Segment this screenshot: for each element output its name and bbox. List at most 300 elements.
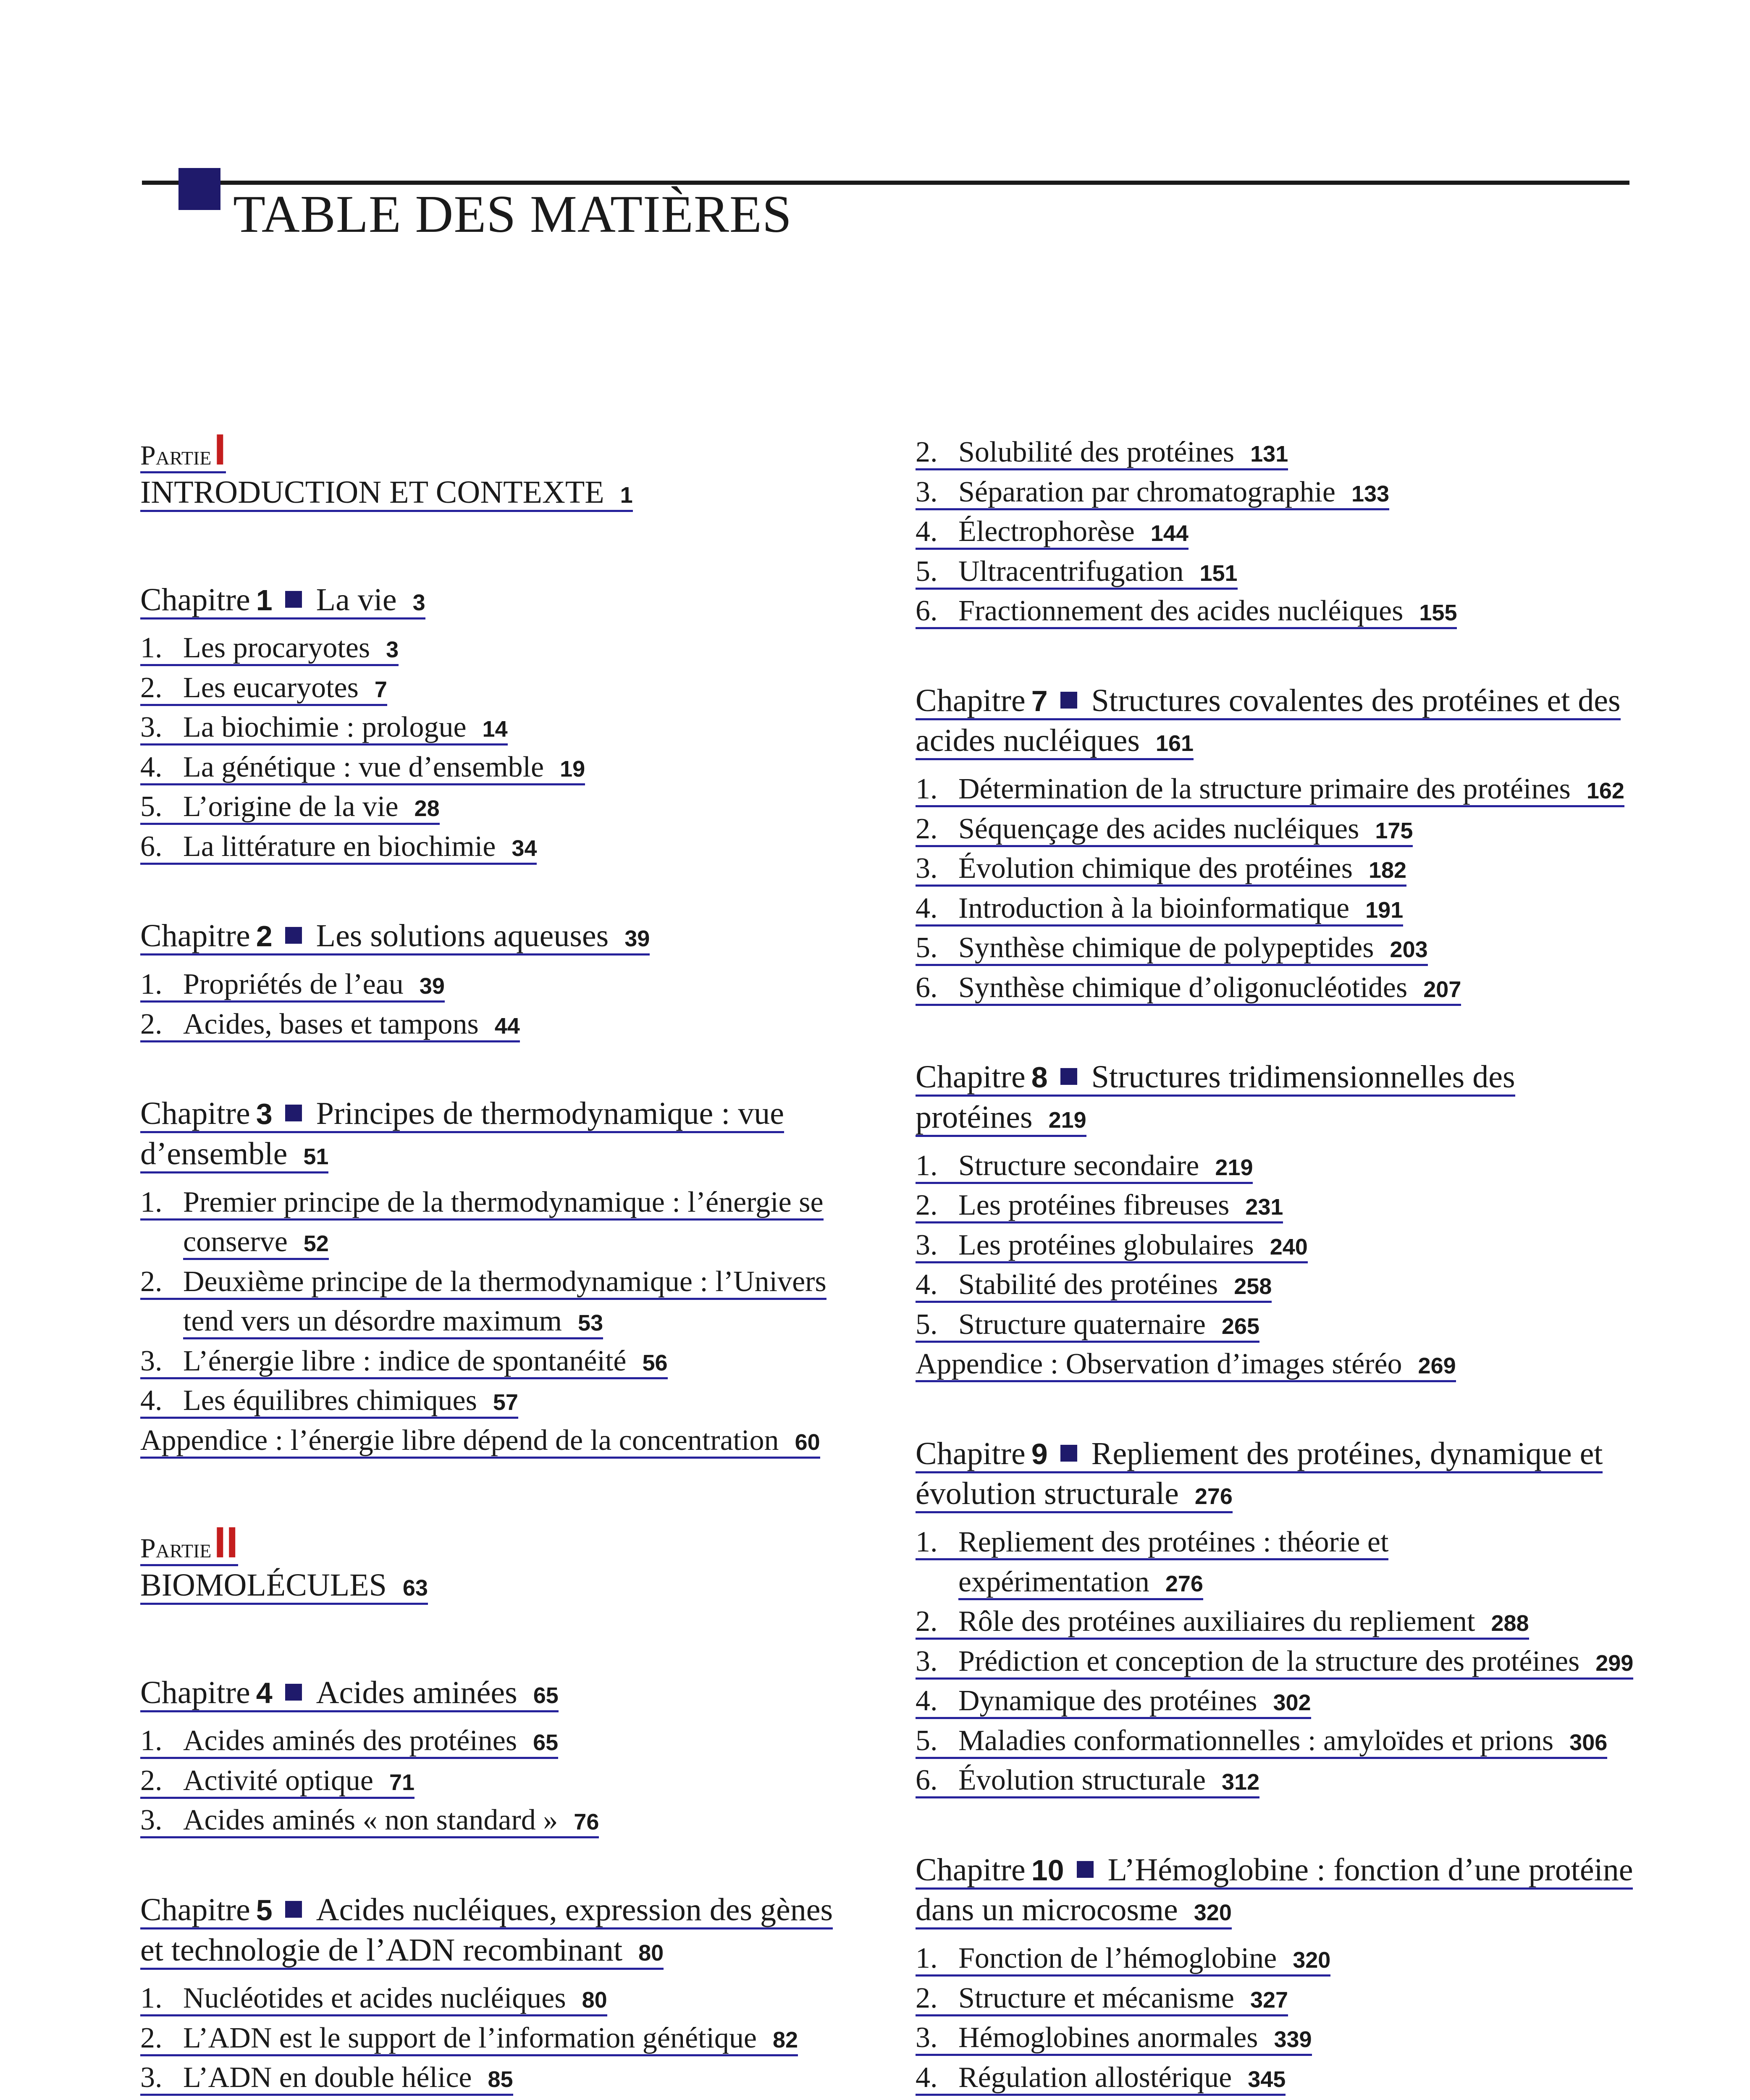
toc-entry — [916, 968, 1638, 1008]
appendix-entry — [140, 1421, 863, 1461]
toc-entry — [140, 748, 863, 788]
page-ref: 53 — [578, 1310, 603, 1336]
entry-title: Les protéines globulaires — [958, 1228, 1254, 1261]
toc-entry-link[interactable] — [140, 711, 508, 746]
chapter-number: 10 — [1031, 1853, 1064, 1887]
entry-title: Électrophorèse — [958, 515, 1135, 548]
entry-title: L’origine de la vie — [183, 790, 399, 823]
toc-entry — [140, 1979, 863, 2019]
entry-index: 3. — [140, 1344, 163, 1377]
toc-entry-link[interactable] — [916, 595, 1457, 629]
entry-title: Introduction à la bioinformatique — [958, 892, 1350, 924]
page-ref: 299 — [1595, 1650, 1634, 1676]
chapter-square-icon — [285, 1684, 302, 1701]
entry-index: 2. — [916, 812, 938, 845]
page-ref: 131 — [1250, 441, 1288, 467]
entry-index: 6. — [916, 971, 938, 1004]
toc-entry-link[interactable] — [916, 1189, 1283, 1223]
entry-title: La génétique : vue d’ensemble — [183, 751, 544, 783]
entry-index: 2. — [140, 1008, 163, 1040]
toc-entry — [916, 1681, 1638, 1721]
toc-entry-link[interactable] — [916, 1942, 1330, 1977]
page-ref: 162 — [1586, 778, 1624, 803]
toc-entry — [916, 928, 1638, 968]
chapter-word: Chapitre — [916, 1436, 1026, 1471]
header-rule — [142, 181, 1629, 185]
part-title-text: BIOMOLÉCULES — [140, 1567, 387, 1603]
section-gap — [916, 1801, 1638, 1850]
section-gap — [140, 1044, 863, 1094]
toc-entry — [916, 769, 1638, 809]
chapter-number: 2 — [256, 920, 273, 953]
entry-title: Premier principe de la thermodynamique : l’énergie se conserve — [183, 1186, 824, 1258]
chapter-number: 3 — [256, 1097, 273, 1131]
toc-entry — [916, 1265, 1638, 1305]
chapter-square-icon — [1060, 1068, 1077, 1085]
toc-entry-link[interactable] — [140, 672, 387, 706]
chapter-square-icon — [1077, 1861, 1094, 1878]
page-ref: 14 — [482, 717, 508, 742]
page-ref: 65 — [533, 1683, 559, 1708]
chapter-word: Chapitre — [140, 582, 250, 617]
entry-title: Rôle des protéines auxiliaires du repliement — [958, 1605, 1475, 1638]
entry-index: 2. — [916, 1982, 938, 2014]
entry-index: 2. — [140, 1764, 163, 1797]
entry-index: 3. — [916, 2021, 938, 2054]
toc-entry-link[interactable] — [916, 1725, 1607, 1759]
toc-entry-link[interactable] — [916, 515, 1189, 550]
page-ref: 265 — [1221, 1313, 1259, 1339]
page-ref: 76 — [574, 1809, 599, 1835]
chapter-heading — [916, 1434, 1638, 1515]
chapter-title: Structures tridimensionnelles des protéines — [916, 1059, 1515, 1135]
entry-index: 5. — [916, 1308, 938, 1341]
page-ref: 133 — [1351, 481, 1390, 507]
toc-entry — [140, 1761, 863, 1801]
entry-title: Nucléotides et acides nucléiques — [183, 1982, 566, 2015]
page-ref: 65 — [533, 1730, 559, 1756]
toc-entry-link[interactable] — [916, 1645, 1633, 1680]
entry-title: Synthèse chimique de polypeptides — [958, 932, 1374, 964]
entry-index: 2. — [916, 1189, 938, 1221]
toc-entry-link[interactable] — [140, 751, 585, 785]
chapter-word: Chapitre — [140, 1675, 250, 1710]
entry-title: Régulation allostérique — [958, 2061, 1232, 2094]
entry-title: Structure quaternaire — [958, 1308, 1206, 1341]
entry-index: 5. — [140, 790, 163, 823]
toc-entry-link[interactable] — [140, 1265, 826, 1340]
entry-title: Séquençage des acides nucléiques — [958, 812, 1359, 845]
entry-title: Acides aminés « non standard » — [183, 1804, 558, 1837]
toc-entry — [916, 1602, 1638, 1642]
chapter-link[interactable] — [916, 1852, 1633, 1930]
toc-entry-link[interactable] — [140, 830, 537, 865]
entry-index: 4. — [916, 2061, 938, 2094]
page-ref: 39 — [624, 926, 650, 952]
part-title-link[interactable] — [140, 475, 633, 512]
chapter-word: Chapitre — [140, 1892, 250, 1927]
entry-title: Hémoglobines anormales — [958, 2021, 1258, 2054]
entry-index: 4. — [916, 1685, 938, 1717]
page-ref: 231 — [1245, 1194, 1283, 1220]
chapter-number: 5 — [256, 1893, 273, 1927]
entry-index: 4. — [140, 1384, 163, 1417]
chapter-heading — [140, 1673, 863, 1713]
toc-entry — [140, 1721, 863, 1761]
entry-index — [140, 2098, 183, 2100]
entry-title: Maladies conformationnelles : amyloïdes et prions — [958, 1724, 1554, 1757]
toc-entry — [916, 433, 1638, 472]
page-title: TABLE DES MATIÈRES — [233, 185, 792, 244]
entry-index: 1. — [916, 1149, 938, 1182]
toc-entry — [916, 1979, 1638, 2019]
toc-entry-link[interactable] — [916, 476, 1389, 510]
page-ref: 82 — [773, 2027, 798, 2053]
toc-entry — [916, 1186, 1638, 1226]
toc-entry-link[interactable] — [140, 1384, 518, 1419]
entry-title: Fonction de l’hémoglobine — [958, 1942, 1277, 1974]
chapter-square-icon — [285, 927, 302, 944]
page-ref: 312 — [1222, 1769, 1260, 1795]
chapter-word: Chapitre — [140, 918, 250, 954]
toc-entry-link[interactable] — [140, 1186, 824, 1260]
toc-entry — [140, 708, 863, 748]
header-square-icon — [178, 168, 220, 210]
entry-title: La biochimie : prologue — [183, 711, 467, 744]
toc-entry — [916, 1761, 1638, 1801]
chapter-title: Acides nucléiques, expression des gènes et technologie de l’ADN recombinant — [140, 1892, 833, 1968]
section-gap — [916, 1008, 1638, 1057]
page-ref: 44 — [494, 1013, 520, 1039]
toc-entry — [140, 2098, 863, 2100]
page-ref: 80 — [582, 1987, 607, 2013]
toc-entry — [916, 1721, 1638, 1761]
chapter-link[interactable] — [140, 1096, 784, 1173]
page-ref: 182 — [1368, 858, 1407, 883]
toc-entry-link[interactable] — [916, 436, 1288, 470]
part-roman-numeral: I — [214, 425, 226, 474]
page-ref: 240 — [1270, 1234, 1308, 1260]
toc-entry — [140, 1381, 863, 1421]
chapter-word: Chapitre — [916, 682, 1026, 718]
section-gap — [140, 1623, 863, 1673]
entry-index: 1. — [140, 1725, 163, 1757]
toc-entry-link[interactable] — [140, 1804, 599, 1838]
page-ref: 52 — [303, 1231, 329, 1257]
toc-entry — [140, 1005, 863, 1045]
part-title-link[interactable] — [140, 1567, 428, 1605]
toc-entry-link[interactable] — [916, 971, 1461, 1006]
page-ref: 219 — [1048, 1107, 1086, 1133]
toc-entry-link[interactable] — [916, 1605, 1529, 1640]
toc-entry-link[interactable] — [140, 968, 445, 1003]
entry-title: Structure et mécanisme — [958, 1982, 1234, 2014]
toc-entry-link[interactable] — [140, 1345, 668, 1379]
toc-entry-link[interactable] — [916, 892, 1403, 927]
chapter-heading — [916, 681, 1638, 761]
entry-title: Fractionnement des acides nucléiques — [958, 595, 1404, 627]
page-ref: 71 — [389, 1769, 415, 1795]
page-ref: 151 — [1199, 560, 1238, 586]
toc-entry-link[interactable] — [140, 1008, 520, 1042]
entry-index: 6. — [140, 830, 163, 863]
toc-entry — [916, 2058, 1638, 2098]
entry-title: La littérature en biochimie — [183, 830, 496, 863]
page-ref: 3 — [412, 590, 425, 615]
appendix-link[interactable] — [140, 1424, 820, 1459]
toc-entry — [140, 1262, 863, 1341]
toc-entry — [916, 1522, 1638, 1602]
page-ref: 7 — [374, 677, 387, 702]
page-ref: 161 — [1155, 731, 1194, 756]
entry-title: L’énergie libre : indice de spontanéité — [183, 1344, 627, 1377]
chapter-link[interactable] — [140, 918, 650, 956]
entry-index: 1. — [916, 1942, 938, 1974]
page-ref: 269 — [1418, 1353, 1456, 1378]
entry-index: 2. — [916, 436, 938, 468]
chapter-heading — [140, 580, 863, 620]
chapter-square-icon — [1060, 1445, 1077, 1462]
toc-entry-link[interactable] — [916, 773, 1624, 807]
entry-index: 1. — [916, 773, 938, 805]
part-label — [140, 425, 226, 474]
toc-entry — [140, 668, 863, 708]
section-gap — [140, 866, 863, 916]
toc-entry-link[interactable] — [140, 1725, 558, 1759]
entry-index: 1. — [140, 632, 163, 664]
chapter-number: 1 — [256, 583, 273, 617]
chapter-heading — [916, 1057, 1638, 1138]
page-ref: 39 — [419, 974, 445, 999]
toc-entry — [916, 591, 1638, 631]
entry-title: Les procaryotes — [183, 632, 370, 664]
page-ref: 302 — [1273, 1690, 1311, 1715]
toc-entry — [140, 2019, 863, 2058]
toc-entry — [916, 1642, 1638, 1682]
part-title-text: INTRODUCTION ET CONTEXTE — [140, 475, 604, 510]
chapter-square-icon — [285, 1105, 302, 1121]
section-gap — [140, 530, 863, 580]
page-ref: 144 — [1150, 521, 1189, 546]
appendix-link[interactable] — [916, 1348, 1456, 1382]
chapter-word: Chapitre — [140, 1096, 250, 1131]
chapter-square-icon — [285, 591, 302, 608]
appendix-title: Appendice : l’énergie libre dépend de la concentration — [140, 1424, 779, 1457]
chapter-heading — [140, 1890, 863, 1971]
entry-index: 3. — [916, 1228, 938, 1261]
toc-entry-link[interactable] — [916, 1268, 1272, 1303]
chapter-title: La vie — [316, 582, 397, 617]
page-ref: 60 — [795, 1429, 820, 1455]
toc-entry — [916, 889, 1638, 929]
entry-index: 5. — [916, 932, 938, 964]
entry-title: Les équilibres chimiques — [183, 1384, 477, 1417]
entry-title: Prédiction et conception de la structure des protéines — [958, 1645, 1580, 1677]
entry-title: Les protéines fibreuses — [958, 1189, 1230, 1221]
part-heading — [140, 1518, 863, 1603]
toc-right-column — [916, 433, 1638, 2100]
entry-title: Deuxième principe de la thermodynamique : l’Univers tend vers un désordre maximum — [183, 1265, 826, 1338]
chapter-link[interactable] — [140, 1675, 559, 1712]
page-ref: 63 — [402, 1575, 428, 1601]
toc-entry-link[interactable] — [140, 1982, 607, 2016]
entry-title: Propriétés de l’eau — [183, 968, 404, 1001]
toc-entry — [916, 1939, 1638, 1979]
page-ref: 56 — [642, 1350, 668, 1376]
chapter-number: 7 — [1031, 684, 1048, 717]
toc-entry — [916, 849, 1638, 889]
toc-entry — [140, 965, 863, 1005]
section-gap — [916, 631, 1638, 681]
entry-title: Acides, bases et tampons — [183, 1008, 479, 1040]
entry-title: Structure secondaire — [958, 1149, 1199, 1182]
entry-index: 3. — [140, 1804, 163, 1837]
toc-entry-link[interactable] — [916, 555, 1238, 590]
entry-index: 5. — [916, 1724, 938, 1757]
toc-entry-link[interactable] — [140, 2061, 513, 2096]
toc-entry — [916, 472, 1638, 512]
toc-entry-link[interactable] — [916, 2061, 1286, 2096]
toc-entry — [916, 512, 1638, 552]
toc-entry — [140, 787, 863, 827]
toc-entry — [140, 628, 863, 668]
page-ref: 57 — [493, 1390, 518, 1415]
chapter-link[interactable] — [916, 1436, 1603, 1514]
entry-title: Dynamique des protéines — [958, 1685, 1257, 1717]
section-gap — [140, 1460, 863, 1525]
chapter-square-icon — [285, 1901, 302, 1918]
toc-entry-link[interactable] — [140, 790, 440, 825]
part-label-text: Partie — [140, 1533, 212, 1564]
entry-title: Activité optique — [183, 1764, 373, 1797]
chapter-heading — [140, 916, 863, 956]
toc-entry — [140, 1341, 863, 1381]
entry-title: Repliement des protéines : théorie et expérimentation — [958, 1526, 1389, 1598]
toc-entry — [140, 827, 863, 867]
chapter-square-icon — [1060, 692, 1077, 709]
chapter-link[interactable] — [140, 582, 425, 620]
entry-title: Ultracentrifugation — [958, 555, 1184, 588]
toc-entry — [916, 809, 1638, 849]
entry-index: 1. — [140, 1982, 163, 2015]
entry-index: 2. — [140, 1265, 163, 1298]
entry-index: 5. — [916, 555, 938, 588]
toc-entry-link[interactable] — [916, 1764, 1259, 1798]
part-label-text: Partie — [140, 440, 212, 471]
page-ref: 175 — [1375, 818, 1413, 843]
entry-index: 6. — [916, 595, 938, 627]
page-ref: 320 — [1194, 1900, 1232, 1926]
toc-entry-link[interactable] — [140, 2022, 798, 2056]
toc-entry-link[interactable] — [916, 932, 1428, 966]
entry-title: Séparation par chromatographie — [958, 475, 1335, 508]
entry-index: 4. — [916, 892, 938, 924]
chapter-heading — [140, 1094, 863, 1174]
chapter-title: Structures covalentes des protéines et des acides nucléiques — [916, 682, 1621, 759]
toc-entry-link[interactable] — [140, 1764, 415, 1799]
entry-title: Stabilité des protéines — [958, 1268, 1218, 1301]
chapter-number: 9 — [1031, 1437, 1048, 1470]
page-ref: 306 — [1569, 1730, 1608, 1755]
chapter-link[interactable] — [916, 1059, 1515, 1137]
page-ref: 207 — [1423, 976, 1461, 1002]
toc-entry-link[interactable] — [916, 1308, 1259, 1343]
chapter-link[interactable] — [916, 683, 1621, 761]
appendix-entry — [916, 1344, 1638, 1384]
appendix-entry — [916, 2097, 1638, 2100]
page-ref: 34 — [512, 835, 537, 861]
entry-index: 1. — [916, 1526, 938, 1558]
entry-title: Les eucaryotes — [183, 671, 359, 704]
page-ref: 85 — [488, 2067, 513, 2092]
toc-entry — [916, 1226, 1638, 1265]
page-ref: 80 — [638, 1940, 664, 1966]
toc-entry-link[interactable] — [140, 632, 399, 666]
entry-index: 2. — [140, 671, 163, 704]
entry-index: 4. — [916, 1268, 938, 1301]
page-ref: 258 — [1234, 1274, 1272, 1299]
page-ref: 155 — [1419, 600, 1457, 625]
entry-index: 4. — [140, 751, 163, 783]
page-ref: 191 — [1365, 897, 1404, 923]
entry-title: L’ADN est le support de l’information génétique — [183, 2021, 757, 2054]
toc-entry-link[interactable] — [916, 1982, 1288, 2016]
entry-index: 3. — [140, 2061, 163, 2094]
toc-entry-link[interactable] — [916, 1526, 1388, 1600]
page-ref: 219 — [1215, 1155, 1253, 1180]
toc-entry-link[interactable] — [916, 1685, 1311, 1719]
chapter-title: Acides aminées — [316, 1675, 517, 1710]
page-ref: 288 — [1491, 1611, 1529, 1636]
entry-title: Synthèse chimique d’oligonucléotides — [958, 971, 1408, 1004]
toc-entry — [140, 1801, 863, 1840]
page-ref: 28 — [414, 796, 440, 822]
page-ref: 19 — [560, 756, 585, 782]
entry-index: 3. — [140, 711, 163, 744]
page-ref: 339 — [1274, 2027, 1312, 2052]
toc-entry — [916, 1146, 1638, 1186]
toc-entry-link[interactable] — [916, 1150, 1253, 1184]
page-ref: 320 — [1293, 1948, 1331, 1973]
chapter-title: Principes de thermodynamique : vue d’ensemble — [140, 1096, 784, 1171]
chapter-number: 8 — [1031, 1061, 1048, 1094]
toc-entry-link[interactable] — [916, 852, 1406, 887]
toc-left-column — [140, 425, 863, 2100]
page-ref: 1 — [620, 483, 633, 508]
chapter-word: Chapitre — [916, 1059, 1026, 1095]
entry-index: 2. — [916, 1605, 938, 1638]
chapter-number: 4 — [256, 1676, 273, 1709]
chapter-word: Chapitre — [916, 1852, 1026, 1887]
entry-index: 6. — [916, 1764, 938, 1796]
chapter-link[interactable] — [140, 1892, 833, 1970]
part-roman-numeral: II — [214, 1518, 239, 1567]
entry-index: 3. — [916, 852, 938, 885]
toc-entry-link[interactable] — [916, 2021, 1312, 2056]
toc-entry-link[interactable] — [916, 1229, 1308, 1263]
page-ref: 51 — [303, 1144, 329, 1169]
section-gap — [140, 1840, 863, 1890]
toc-entry — [916, 1305, 1638, 1345]
chapter-title: Les solutions aqueuses — [316, 918, 609, 954]
entry-index: 2. — [140, 2021, 163, 2054]
chapter-title: Repliement des protéines, dynamique et évolution structurale — [916, 1436, 1603, 1512]
page-ref: 276 — [1194, 1484, 1233, 1509]
entry-title: Détermination de la structure primaire des protéines — [958, 773, 1571, 805]
chapter-title: L’Hémoglobine : fonction d’une protéine dans un microcosme — [916, 1852, 1633, 1928]
part-heading — [140, 425, 863, 510]
toc-entry-link[interactable] — [916, 813, 1413, 847]
